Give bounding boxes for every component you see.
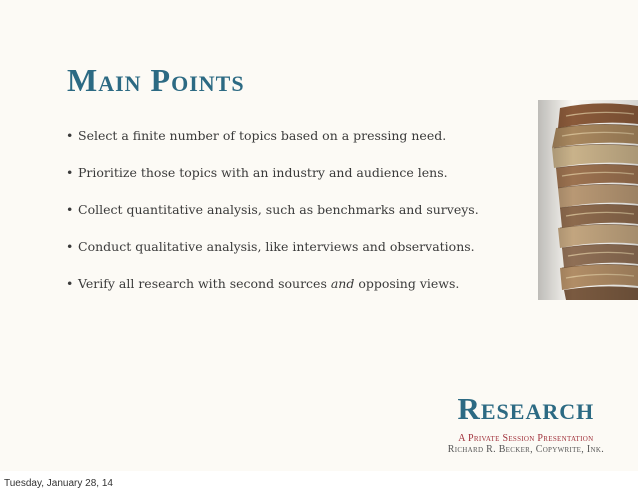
bullet-dot: •: [66, 165, 74, 180]
books-photo: [538, 100, 638, 300]
slide-title: Main Points: [67, 62, 245, 98]
brand-author: Richard R. Becker, Copywrite, Ink.: [447, 444, 604, 455]
bullet-dot: •: [66, 276, 74, 291]
bullet-item: [66, 160, 536, 185]
bullet-dot: •: [66, 202, 74, 217]
bullet-text: Conduct qualitative analysis, like interviews and observations.: [78, 239, 475, 254]
brand-subtitle: A Private Session Presentation: [458, 433, 594, 444]
bullet-text: Prioritize those topics with an industry and audience lens.: [78, 165, 448, 180]
bullet-text: Select a finite number of topics based on a pressing need.: [78, 128, 447, 143]
bullet-item: [66, 234, 536, 259]
bullet-item: [66, 271, 536, 296]
bullet-text-pre: Verify all research with second sources: [78, 276, 331, 291]
bullet-list: [66, 123, 536, 308]
bullet-dot: •: [66, 128, 74, 143]
books-illustration: [538, 100, 638, 300]
bullet-text-post: opposing views.: [354, 276, 460, 291]
bullet-text: Collect quantitative analysis, such as benchmarks and surveys.: [78, 202, 479, 217]
bullet-text-emphasis: and: [330, 276, 355, 291]
bullet-item: [66, 197, 536, 222]
bullet-dot: •: [66, 239, 74, 254]
brand-block: [448, 393, 604, 456]
footer-date: Tuesday, January 28, 14: [4, 478, 113, 489]
bullet-item: [66, 123, 536, 148]
brand-title: Research: [457, 391, 595, 426]
